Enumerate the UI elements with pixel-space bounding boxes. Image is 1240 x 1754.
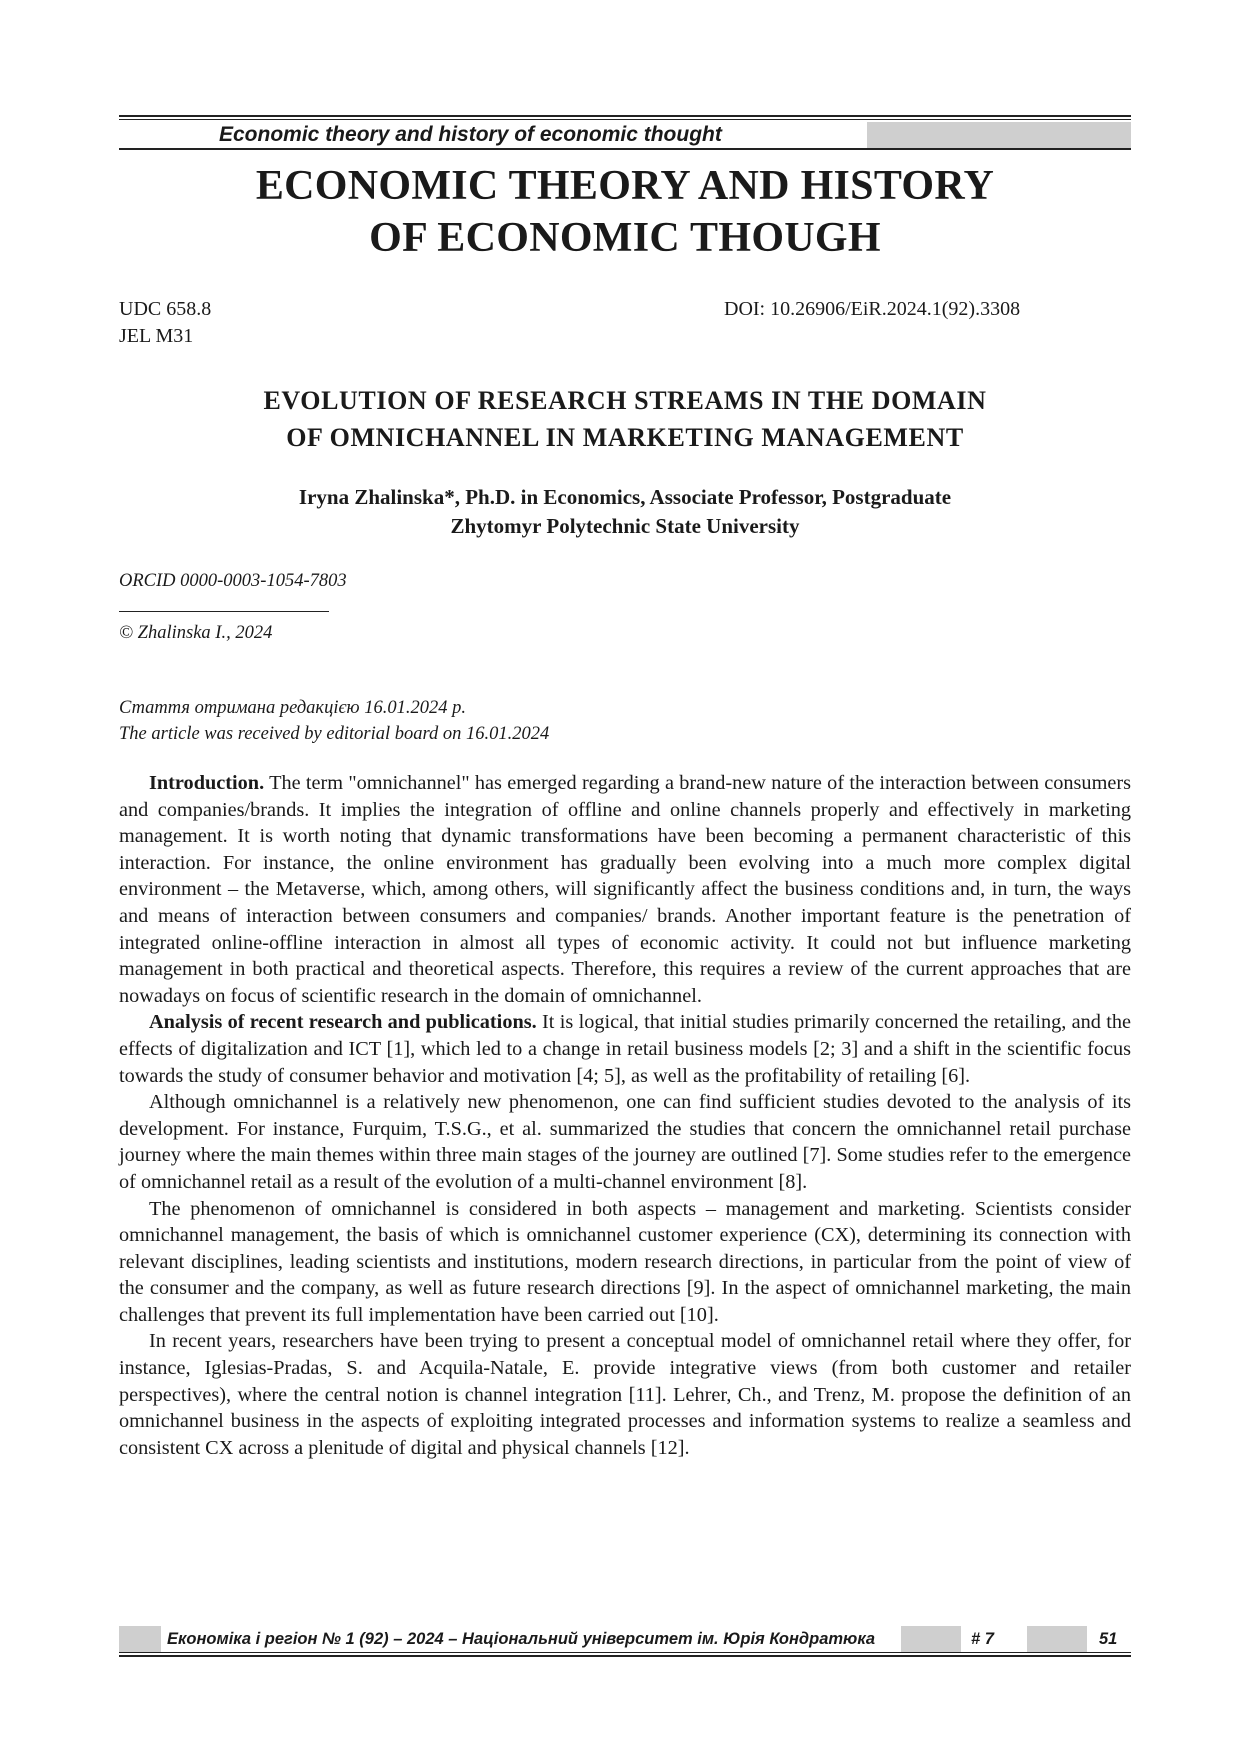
paragraph-lead: Introduction. [149,772,265,794]
footer-shade-mid [901,1626,961,1652]
paragraph-text: The phenomenon of omnichannel is considered in both aspects – management and marketing. Scientists consider omnichannel management, the basis of which is omnichannel customer experience (CX), determining its connection with relevant disciplines, leading scientists and institutions, modern research directions, in particular from the point of view of the consumer and the company, as well as future research directions [9]. In the aspect of omnichannel marketing, the main challenges that prevent its full implementation have been carried out [10]. [119,1197,1131,1326]
footer-issue: # 7 [971,1630,994,1648]
author-block [119,483,1131,541]
paragraph-text: The term "omnichannel" has emerged regarding a brand-new nature of the interaction between consumers and companies/brands. It implies the integration of offline and online channels properly and effectively in marketing management. It is worth noting that dynamic transformations have been becoming a permanent characteristic of this interaction. For instance, the online environment has gradually been evolving into a much more complex digital environment – the Metaverse, which, among others, will significantly affect the business conditions and, in turn, the ways and means of interaction between consumers and companies/ brands. Another important feature is the penetration of integrated online-offline interaction in almost all types of economic activity. It could not but influence marketing management in both practical and theoretical aspects. Therefore, this requires a review of the current approaches that are nowadays on focus of scientific research in the domain of omnichannel. [119,772,1131,1007]
paragraph-text: It is logical, that initial studies primarily concerned the retailing, and the effects of digitalization and ICT [1], which led to a change in retail business models [2; 3] and a shift in the scientific focus towards the study of consumer behavior and motivation [4; 5], as well as the profitability of retailing [6]. [119,1011,1131,1087]
classification-codes [119,296,211,350]
copyright: © Zhalinska I., 2024 [119,623,273,643]
orcid: ORCID 0000-0003-1054-7803 [119,571,347,591]
author-name: Iryna Zhalinska*, Ph.D. in Economics, Associate Professor, Postgraduate [298,485,952,509]
footer-shade-right [1027,1626,1087,1652]
paragraph-lead: Analysis of recent research and publications. [149,1011,537,1034]
article-title-line-2: OF OMNICHANNEL IN MARKETING MANAGEMENT [286,423,964,452]
footer-rule [119,1652,1131,1657]
header-rule-bottom [119,148,1131,150]
paragraph [119,1328,1131,1461]
paragraph [119,1009,1131,1089]
header-rule-top [119,115,1131,120]
page-number: 51 [1099,1630,1118,1648]
doi: DOI: 10.26906/EiR.2024.1(92).3308 [724,298,1021,320]
paragraph [119,1089,1131,1195]
received-dates [119,695,549,747]
paragraph [119,1196,1131,1329]
received-en: The article was received by editorial board on 16.01.2024 [119,724,550,744]
author-affiliation: Zhytomyr Polytechnic State University [450,514,800,538]
udc-code: UDC 658.8 [119,298,212,320]
received-uk: Стаття отримана редакцією 16.01.2024 р. [119,698,466,718]
footer-journal: Економіка і регіон № 1 (92) – 2024 – Національний університет ім. Юрія Кондратюка [167,1630,876,1648]
paragraph [119,770,1131,1009]
article-body [119,770,1131,1461]
footer-shade-left [119,1626,161,1652]
running-header [119,122,1131,148]
paragraph-text: Although omnichannel is a relatively new phenomenon, one can find sufficient studies devoted to the analysis of its development. For instance, Furquim, T.S.G., et al. summarized the studies that concern the omnichannel retail purchase journey where the main themes within three main stages of the journey are outlined [7]. Some studies refer to the emergence of omnichannel retail as a result of the evolution of a multi-channel environment [8]. [119,1091,1131,1193]
jel-code: JEL M31 [119,325,194,347]
header-shade [867,122,1131,148]
article-title [119,382,1131,456]
footnote-rule [119,611,329,612]
section-title-line-2: OF ECONOMIC THOUGH [369,215,881,261]
running-footer [119,1626,1131,1652]
section-title-line-1: ECONOMIC THEORY AND HISTORY [255,163,995,209]
article-title-line-1: EVOLUTION OF RESEARCH STREAMS IN THE DOMAIN [263,386,987,415]
section-title [119,160,1131,264]
paragraph-text: In recent years, researchers have been trying to present a conceptual model of omnichannel retail where they offer, for instance, Iglesias-Pradas, S. and Acquila-Natale, E. provide integrative views (from both customer and retailer perspectives), where the central notion is channel integration [11]. Lehrer, Ch., and Trenz, M. propose the definition of an omnichannel business in the aspects of exploiting integrated processes and information systems to realize a seamless and consistent CX across a plenitude of digital and physical channels [12]. [119,1330,1131,1459]
running-header-text: Economic theory and history of economic thought [219,123,722,146]
